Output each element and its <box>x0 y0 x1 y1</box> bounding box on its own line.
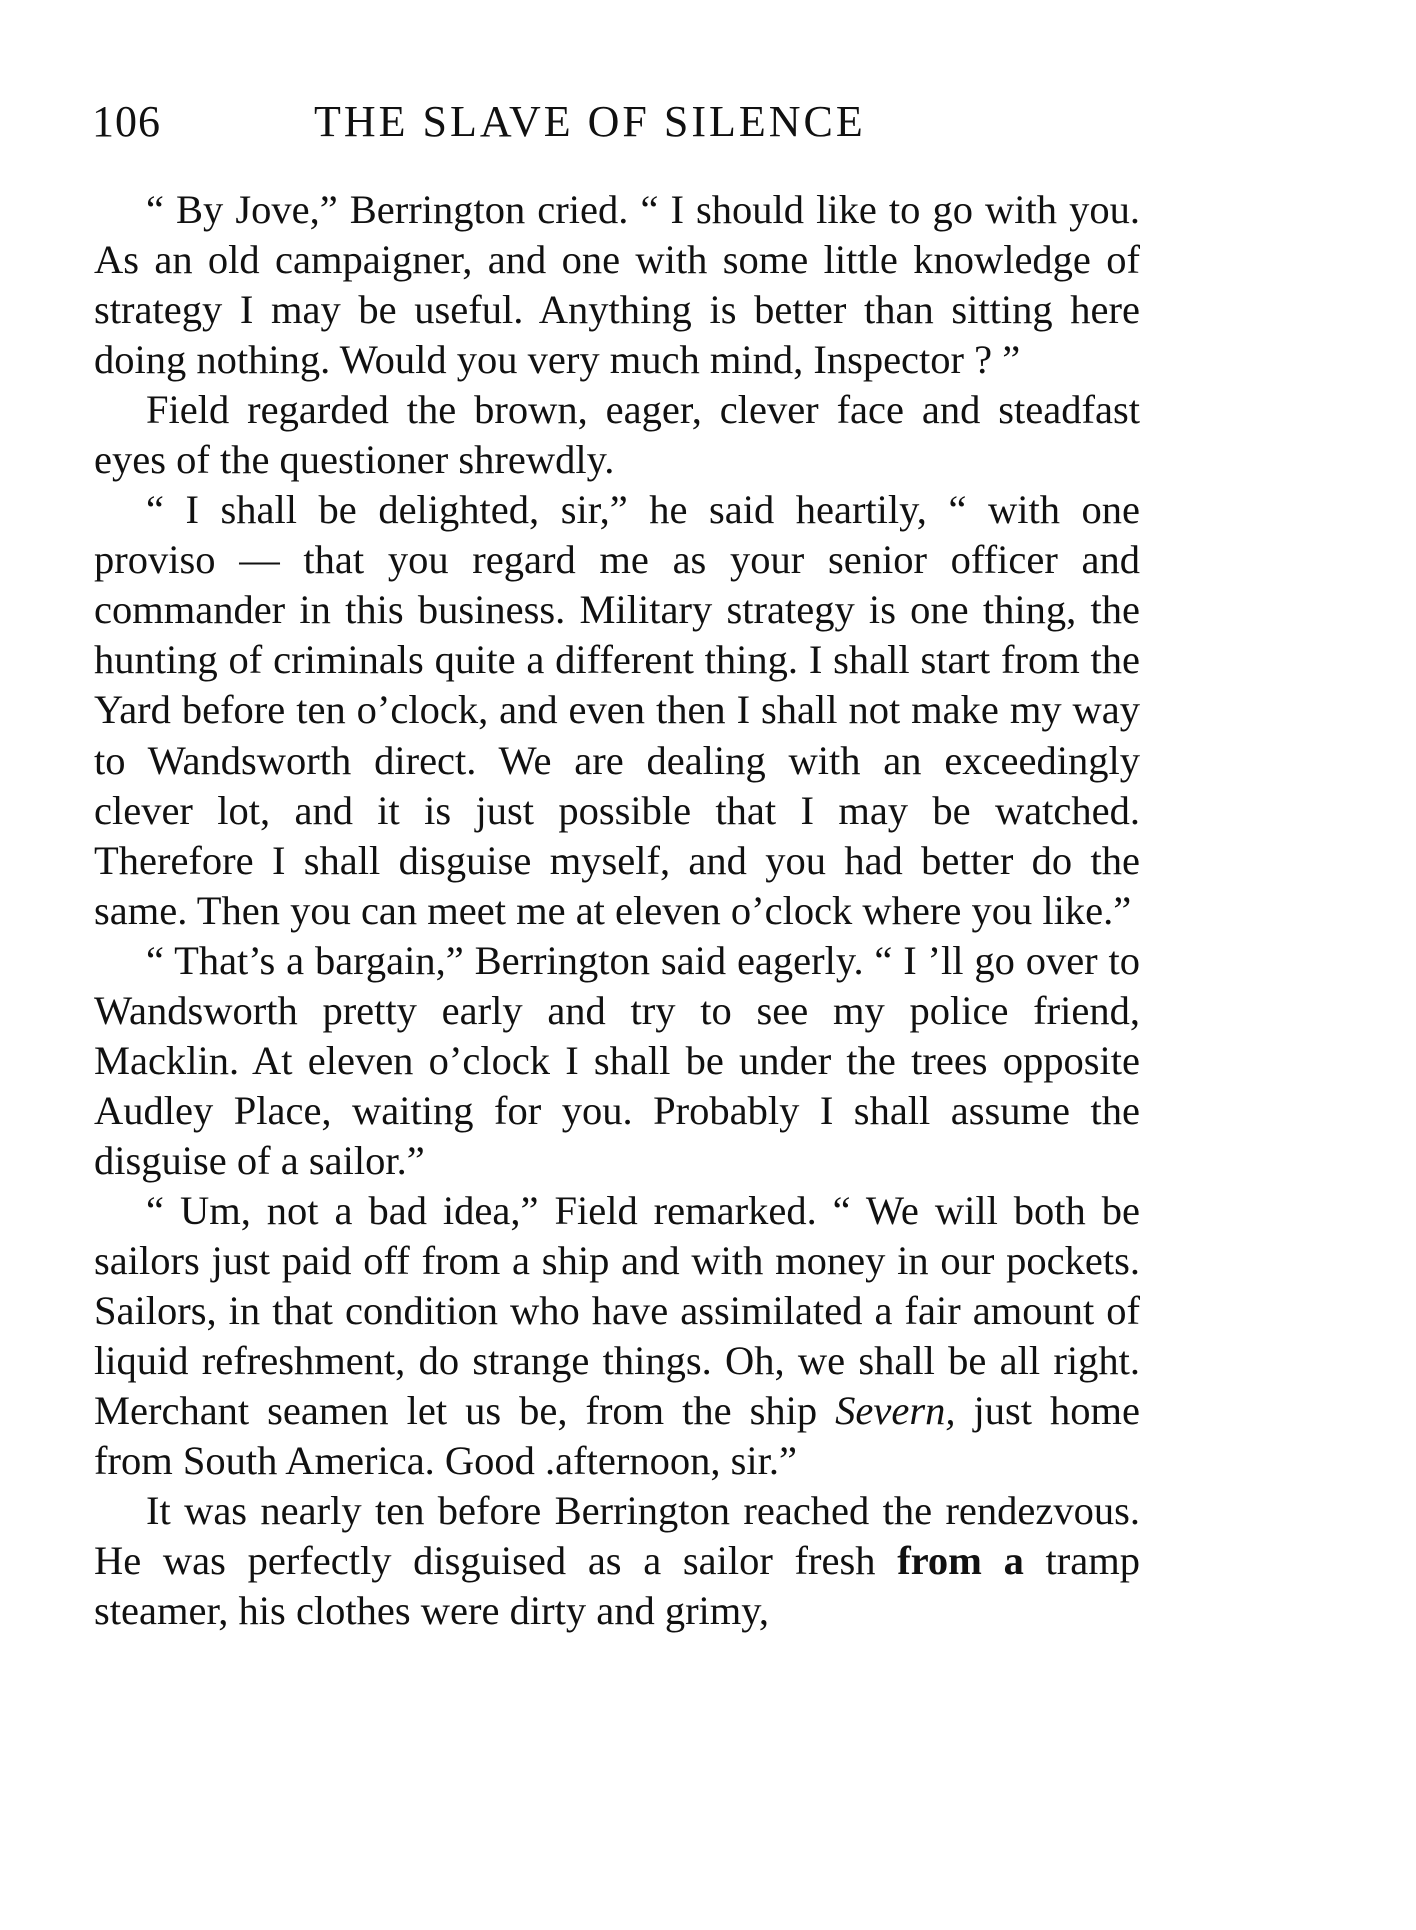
page-number: 106 <box>92 97 161 146</box>
paragraph-5-text-start: “ Um, not a bad idea,” Field remarked. “ We will both be sailors just paid off from a ship and with money in our pockets. Sailors, in that condition who have assimilated a fair amount of liquid refreshment, do strange things. Oh, we shall be all right. Merchant seamen let us be, from the ship <box>94 1187 1140 1434</box>
paragraph-6-text-start: It was nearly ten before Berrington reached the rendezvous. He was perfectly disguised as a sailor fresh <box>94 1488 1140 1584</box>
paragraph-5 <box>94 1186 1140 1486</box>
paragraph-1: “ By Jove,” Berrington cried. “ I should like to go with you. As an old campaigner, and one with some little knowledge of strategy I may be useful. Anything is better than sitting here doing nothing. Would you very much mind, Inspector ? ” <box>94 187 1140 383</box>
running-title: THE SLAVE OF SILENCE <box>314 97 866 146</box>
paragraph-4: “ That’s a bargain,” Berrington said eagerly. “ I ’ll go over to Wandsworth pretty early and try to see my police friend, Macklin. At eleven o’clock I shall be under the trees opposite Audley Place, waiting for you. Probably I shall assume the disguise of a sailor.” <box>94 937 1140 1183</box>
paragraph-6 <box>94 1486 1140 1636</box>
body-text <box>94 185 1140 1636</box>
ship-name: Severn, <box>835 1388 956 1434</box>
paragraph-2: Field regarded the brown, eager, clever face and steadfast eyes of the questioner shrewdly. <box>94 387 1140 483</box>
paragraph-6-text-end: tramp steamer, his clothes were dirty and grimy, <box>94 1538 1141 1634</box>
paragraph-5-text-end: just home from South America. Good .afternoon, sir.” <box>94 1388 1140 1484</box>
paragraph-6-bold-run: from a <box>897 1538 1024 1584</box>
paragraph-3: “ I shall be delighted, sir,” he said heartily, “ with one proviso — that you regard me as your senior officer and commander in this business. Military strategy is one thing, the hunting of criminals quite a different thing. I shall start from the Yard before ten o’clock, and even then I shall not make my way to Wandsworth direct. We are dealing with an exceedingly clever lot, and it is just possible that I may be watched. Therefore I shall disguise myself, and you had better do the same. Then you can meet me at eleven o’clock where you like.” <box>94 487 1140 933</box>
page-header <box>92 92 1140 152</box>
